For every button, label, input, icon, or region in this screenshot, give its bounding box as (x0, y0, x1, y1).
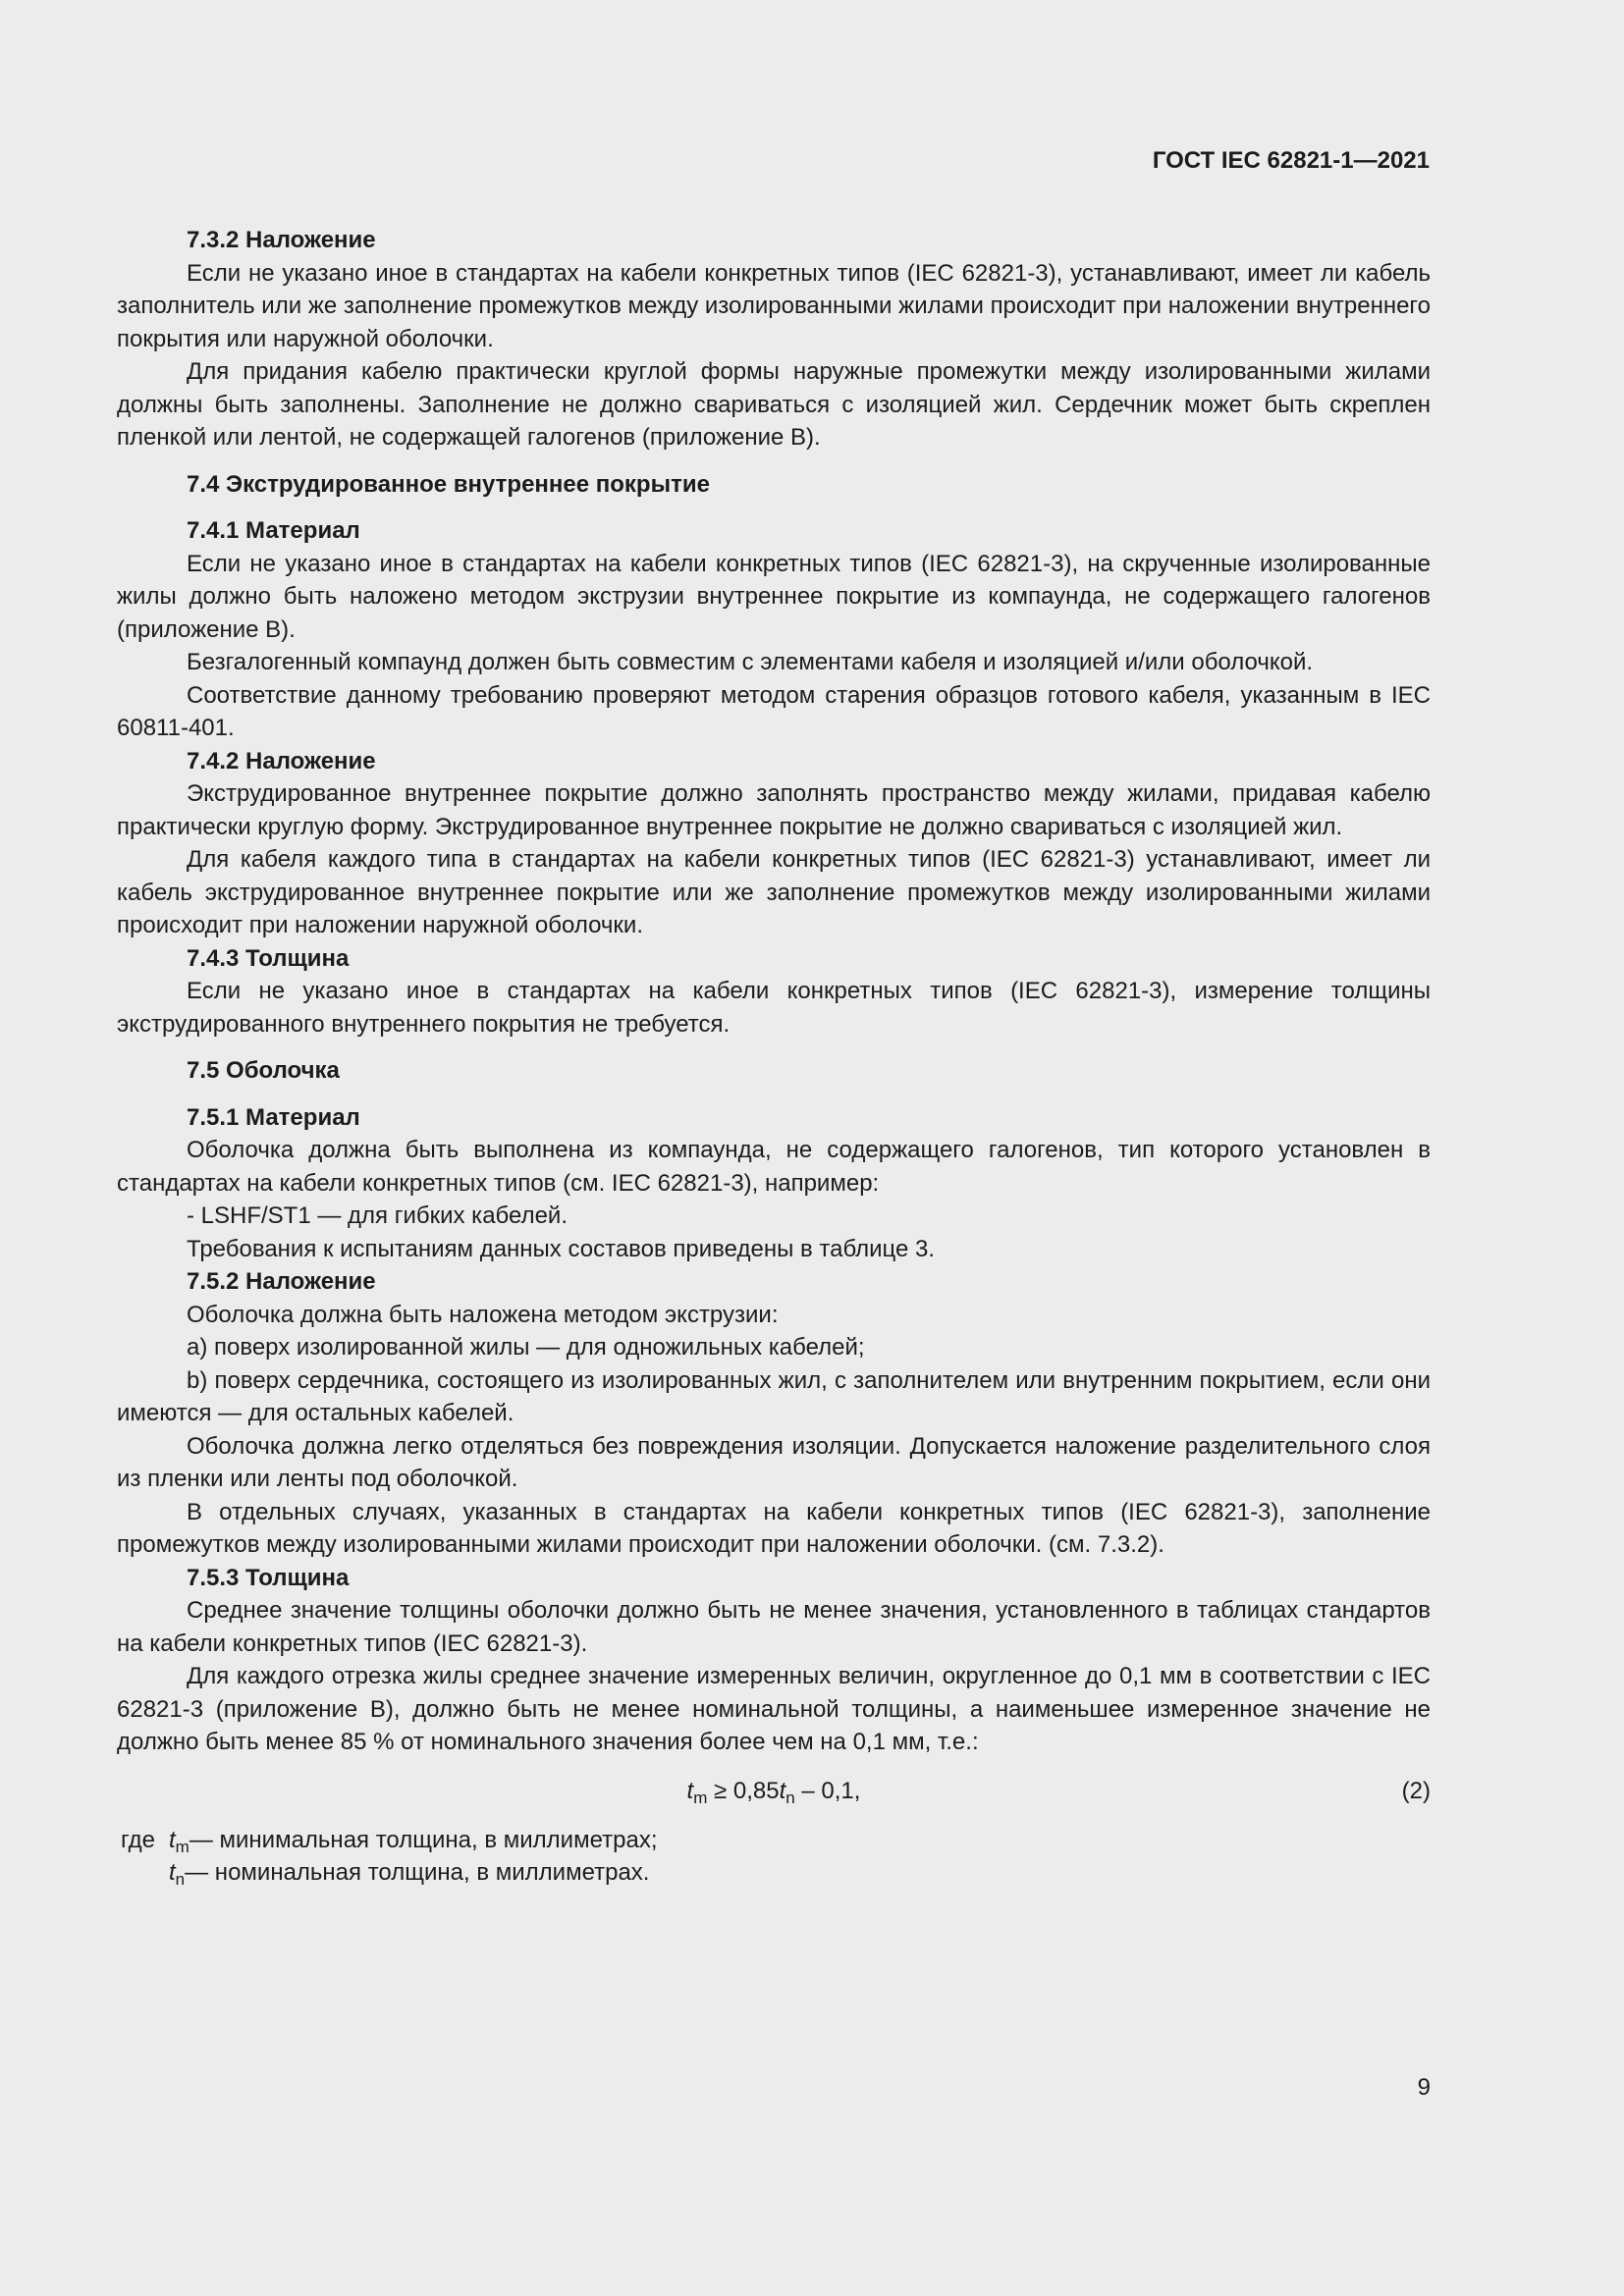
variable-description: — минимальная толщина, в миллиметрах; (189, 1826, 658, 1853)
formula (117, 1775, 1431, 1808)
paragraph: Если не указано иное в стандартах на кабели конкретных типов (IEC 62821-3), устанавливают, имеет ли кабель заполнитель или же заполнение промежутков между изолированными жилами происходит при наложении внутреннего покрытия или наружной оболочки. (117, 259, 1431, 352)
list-item: b) поверх сердечника, состоящего из изолированных жил, с заполнителем или внутренним покрытием, если они имеются — для остальных кабелей. (117, 1366, 1431, 1426)
section-heading-7-4: 7.4 Экструдированное внутреннее покрытие (187, 470, 710, 498)
paragraph: Для придания кабелю практически круглой формы наружные промежутки между изолированными жилами должны быть заполнены. Заполнение не должно свариваться с изоляцией жил. Сердечник может быть скреплен пленкой или лентой, не содержащей галогенов (приложение В). (117, 358, 1431, 451)
variable-definition (117, 1856, 1431, 1890)
section-heading-7-5-3: 7.5.3 Толщина (187, 1564, 350, 1591)
formula-symbol: t (686, 1777, 694, 1804)
document-id-header: ГОСТ IEC 62821-1—2021 (1152, 147, 1430, 174)
paragraph: Экструдированное внутреннее покрытие должно заполнять пространство между жилами, придавая кабелю практически круглую форму. Экструдированное внутреннее покрытие не должно свариваться с изоляцией жил. (117, 780, 1431, 840)
variable-description: — номинальная толщина, в миллиметрах. (185, 1859, 650, 1886)
formula-symbol: t (779, 1777, 786, 1804)
variable-definition (117, 1824, 1431, 1857)
formula-subscript: m (693, 1788, 708, 1807)
paragraph: Если не указано иное в стандартах на кабели конкретных типов (IEC 62821-3), измерение толщины экструдированного внутреннего покрытия не требуется. (117, 978, 1431, 1038)
section-heading-7-4-2: 7.4.2 Наложение (187, 747, 376, 774)
formula-tail: – 0,1, (794, 1777, 861, 1804)
page-content (117, 224, 1431, 1890)
paragraph: Оболочка должна быть выполнена из компаунда, не содержащего галогенов, тип которого установлен в стандартах на кабели конкретных типов (см. IEC 62821-3), например: (117, 1137, 1431, 1197)
formula-row (117, 1775, 1431, 1808)
section-heading-7-4-3: 7.4.3 Толщина (187, 944, 350, 972)
formula-number: (2) (1401, 1777, 1431, 1804)
section-heading-7-5-2: 7.5.2 Наложение (187, 1268, 376, 1295)
formula-subscript: n (785, 1788, 795, 1807)
section-heading-7-5: 7.5 Оболочка (187, 1057, 340, 1084)
variable-symbol (169, 1824, 189, 1857)
paragraph: Безгалогенный компаунд должен быть совместим с элементами кабеля и изоляцией и/или оболочкой. (187, 649, 1314, 675)
paragraph: Для кабеля каждого типа в стандартах на кабели конкретных типов (IEC 62821-3) устанавливают, имеет ли кабель экструдированное внутреннее покрытие или же заполнение промежутков между изолированными жилами происходит при наложении наружной оболочки. (117, 846, 1431, 938)
formula-subscript: m (175, 1837, 189, 1856)
where-spacer (117, 1856, 169, 1890)
formula-symbol: t (169, 1826, 176, 1853)
section-heading-7-4-1: 7.4.1 Материал (187, 517, 360, 544)
section-heading-7-5-1: 7.5.1 Материал (187, 1103, 360, 1131)
section-heading-7-3-2: 7.3.2 Наложение (187, 227, 376, 253)
paragraph: Требования к испытаниям данных составов приведены в таблице 3. (187, 1235, 936, 1262)
paragraph: Оболочка должна легко отделяться без повреждения изоляции. Допускается наложение разделительного слоя из пленки или ленты под оболочкой. (117, 1432, 1431, 1492)
page-number: 9 (1417, 2074, 1431, 2101)
paragraph: Среднее значение толщины оболочки должно быть не менее значения, установленного в таблицах стандартов на кабели конкретных типов (IEC 62821-3). (117, 1597, 1431, 1657)
paragraph: Для каждого отрезка жилы среднее значение измеренных величин, округленное до 0,1 мм в соответствии с IEC 62821-3 (приложение В), должно быть не менее номинальной толщины, а наименьшее измеренное значение не должно быть менее 85 % от номинального значения более чем на 0,1 мм, т.е.: (117, 1663, 1431, 1755)
formula-operator: ≥ 0,85 (707, 1777, 780, 1804)
list-item: - LSHF/ST1 — для гибких кабелей. (187, 1202, 568, 1229)
variable-symbol (169, 1856, 185, 1890)
formula-subscript: n (175, 1870, 186, 1889)
paragraph: Если не указано иное в стандартах на кабели конкретных типов (IEC 62821-3), на скрученные изолированные жилы должно быть наложено методом экструзии внутреннее покрытие из компаунда, не содержащего галогенов (приложение В). (117, 550, 1431, 643)
where-label: где (121, 1826, 156, 1853)
paragraph: Соответствие данному требованию проверяют методом старения образцов готового кабеля, указанным в IEC 60811-401. (117, 681, 1431, 741)
paragraph: Оболочка должна быть наложена методом экструзии: (187, 1301, 779, 1328)
paragraph: В отдельных случаях, указанных в стандартах на кабели конкретных типов (IEC 62821-3), заполнение промежутков между изолированными жилами происходит при наложении оболочки. (см. 7.3.2). (117, 1498, 1431, 1558)
list-item: a) поверх изолированной жилы — для одножильных кабелей; (187, 1334, 865, 1361)
formula-symbol: t (169, 1859, 176, 1886)
